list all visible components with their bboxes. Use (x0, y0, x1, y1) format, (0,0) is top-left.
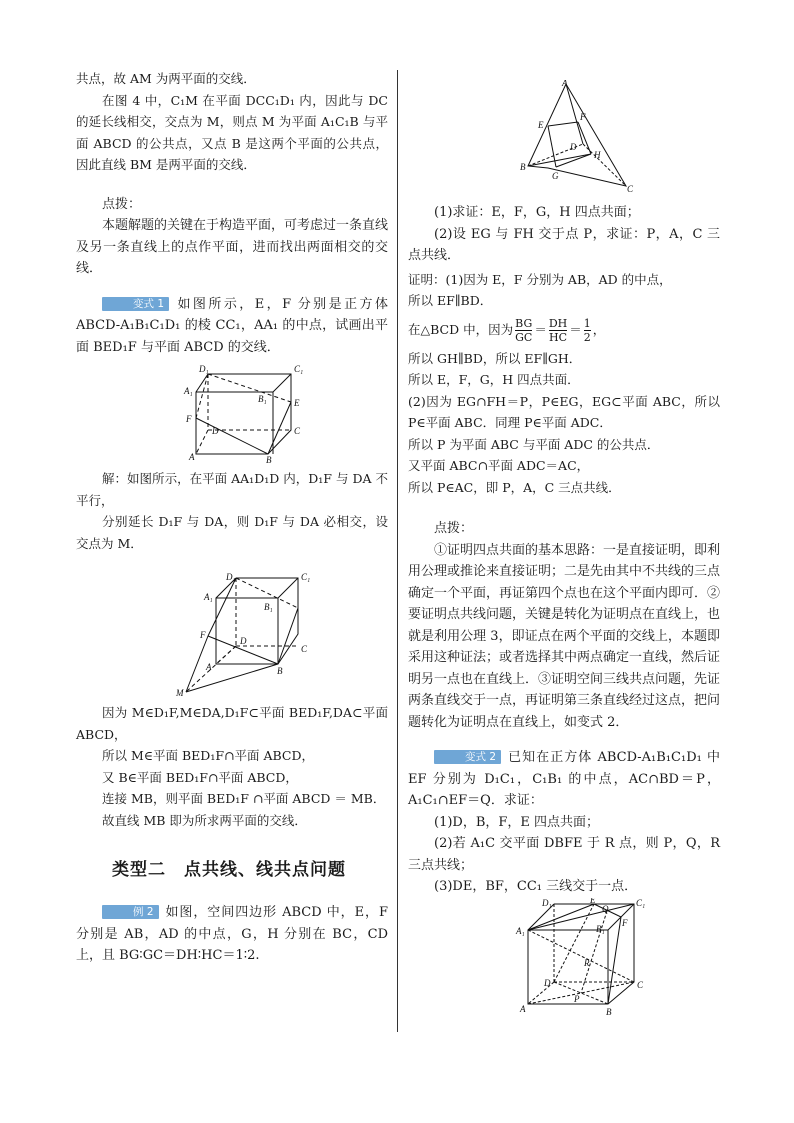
label-B: B (277, 666, 283, 676)
label-D: D (240, 636, 247, 646)
label-B: B (606, 1006, 612, 1016)
label-M: M (176, 688, 184, 698)
label-P: P (574, 993, 580, 1004)
label-C1: C₁ (301, 572, 311, 582)
label-E: E (294, 398, 300, 408)
left-para-1: 共点，故 AM 为两平面的交线． (76, 71, 256, 86)
proof-line-1: 证明：(1)因为 E，F 分别为 AB，AD 的中点， (408, 271, 672, 287)
label-F: F (186, 414, 192, 424)
fraction-2-den: HC (549, 330, 568, 344)
label-C: C (294, 426, 301, 436)
label-A: A (520, 1003, 526, 1014)
label-Q: Q (602, 903, 609, 914)
label-D1: D₁ (226, 572, 236, 582)
proof-line-2: 所以 EF∥BD． (408, 293, 493, 308)
proof-line-9: 所以 P∈AC，即 P，A，C 三点共线． (408, 479, 621, 495)
tip-label: 点拨： (102, 196, 142, 212)
label-A: A (206, 662, 212, 672)
variant-badge: 变式 2 (434, 750, 501, 764)
fraction-3-den: 2 (583, 330, 591, 344)
variant-1 (76, 294, 388, 359)
proof-line-4: 所以 GH∥BD，所以 EF∥GH． (408, 350, 582, 366)
label-F: F (580, 112, 586, 122)
label-D1: D₁ (199, 364, 209, 374)
label-E: E (590, 897, 596, 905)
label-D: D (570, 142, 577, 152)
label-D1: D₁ (542, 897, 552, 908)
left-para-2: 在图 4 中，C₁M 在平面 DCC₁D₁ 内，因此与 DC 的延长线相交，交点为 M，则点 M 为平面 A₁C₁B 与平面 ABCD 的公共点，又点 B 是这两个平面的公共点，因此直线 BM 是两平面的交线． (76, 92, 388, 172)
proof-line-6: (2)因为 EG∩FH＝P，P∈EG，EG⊂平面 ABC，所以 P∈平面 ABC．同理 P∈平面 ADC． (408, 393, 720, 430)
solution-line-3: 因为 M∈D₁F,M∈DA,D₁F⊂平面 BED₁F,DA⊂平面 ABCD， (76, 705, 388, 742)
tip-label: 点拨： (434, 521, 474, 536)
label-F: F (200, 630, 206, 640)
variant-2-text: 已知在正方体 ABCD-A₁B₁C₁D₁ 中 EF 分别为 D₁C₁，C₁B₁ 的中点，AC∩BD＝P，A₁C₁∩EF＝Q．求证： (408, 750, 720, 808)
column-divider (397, 70, 398, 1032)
left-column (76, 68, 388, 967)
solution-line-1: 解：如图所示，在平面 AA₁D₁D 内，D₁F 与 DA 不平行， (76, 471, 388, 508)
label-C1: C₁ (294, 364, 304, 374)
label-A1: A₁ (516, 925, 525, 936)
label-D: D (212, 426, 219, 436)
cube-figure-1 (76, 362, 388, 464)
label-C: C (637, 979, 644, 990)
tip-text: ①证明四点共面的基本思路：一是直接证明，即利用公理或推论来直接证明；二是先由其中不共线的三点确定一个平面，再证第四个点也在这个平面内即可．②要证明点共线问题，关键是转化为证明点在直线上，也就是利用公理 3，即证点在两个平面的交线上，本题即采用这种证法；或者选择其中两点确定一直线，然后证明另一点也在直线上．③证明空间三线共点问题，先证两条直线交于一点，再证明第三条直线经过这点，把问题转化为证明点在直线上，如变式 2． (408, 542, 721, 730)
fraction-2-num: DH (548, 316, 568, 330)
cube-figure-2 (76, 572, 388, 698)
right-column (408, 80, 720, 1016)
solution-line-6: 连接 MB，则平面 BED₁F ∩平面 ABCD ＝ MB． (102, 791, 386, 806)
proof-line-3: 在△BCD 中，因为 $\frac{BG}{GC}$ ＝ $\frac{DH}{HC}$ ＝ $\frac{1}{2}$ ， (408, 316, 606, 344)
label-C1: C₁ (636, 897, 646, 908)
proof-line-7: 所以 P 为平面 ABC 与平面 ADC 的公共点． (408, 436, 660, 452)
proof-line-5: 所以 E，F，G，H 四点共面． (408, 372, 580, 387)
label-B: B (266, 455, 272, 464)
label-H: H (594, 150, 601, 160)
tetrahedron-figure (408, 80, 720, 200)
variant-2 (408, 747, 720, 898)
example-badge: 例 2 (102, 905, 159, 919)
label-D: D (544, 977, 551, 988)
tip-block-2 (408, 518, 720, 733)
label-E: E (538, 120, 544, 130)
question-2: (2)设 EG 与 FH 交于点 P，求证：P，A，C 三点共线． (408, 226, 720, 263)
proof-line-3-prefix: 在△BCD 中，因为 (408, 321, 514, 337)
section-heading: 类型二 点共线、线共点问题 (112, 860, 346, 880)
fraction-1-den: GC (515, 330, 533, 344)
variant-badge: 变式 1 (102, 297, 169, 311)
label-B1: B₁ (264, 602, 273, 612)
solution-line-5: 又 B∈平面 BED₁F∩平面 ABCD， (102, 769, 298, 785)
solution-line-7: 故直线 MB 即为所求两平面的交线． (102, 812, 307, 828)
cube-figure-3 (408, 898, 720, 1016)
variant-2-q1: (1)D，B，F，E 四点共面； (434, 814, 600, 830)
tip-block-1 (76, 194, 388, 280)
label-A: A (562, 80, 568, 88)
fraction-1-num: BG (515, 316, 533, 330)
proof-line-8: 又平面 ABC∩平面 ADC＝AC， (408, 458, 590, 473)
fraction-3-num: 1 (583, 316, 591, 330)
label-A1: A₁ (184, 386, 193, 396)
label-B1: B₁ (258, 394, 267, 404)
variant-2-q2: (2)若 A₁C 交平面 DBFE 于 R 点，则 P，Q，R 三点共线； (408, 836, 720, 873)
variant-1-text: 如图所示，E，F 分别是正方体 ABCD-A₁B₁C₁D₁ 的棱 CC₁，AA₁ 的中点，试画出平面 BED₁F 与平面 ABCD 的交线． (76, 296, 388, 355)
solution-line-4: 所以 M∈平面 BED₁F∩平面 ABCD， (102, 748, 314, 763)
label-C: C (627, 184, 634, 194)
label-F: F (622, 917, 628, 928)
question-1: (1)求证：E，F，G，H 四点共面； (434, 205, 640, 220)
tip-text: 本题解题的关键在于构造平面，可考虑过一条直线及另一条直线上的点作平面，进而找出两面相交的交线． (76, 218, 389, 276)
solution-line-2: 分别延长 D₁F 与 DA，则 D₁F 与 DA 必相交，设交点为 M． (76, 514, 388, 551)
label-G: G (552, 171, 559, 181)
example-2-text: 如图，空间四边形 ABCD 中，E，F 分别是 AB，AD 的中点，G，H 分别在 BC，CD 上，且 BG∶GC＝DH∶HC＝1∶2. (76, 905, 388, 963)
label-B: B (520, 162, 526, 172)
label-C: C (301, 644, 308, 654)
label-A1: A₁ (204, 592, 213, 602)
label-B1: B₁ (596, 923, 605, 934)
variant-2-q3: (3)DE，BF，CC₁ 三线交于一点． (434, 879, 638, 894)
label-R: R (584, 957, 590, 968)
proof-line-3-suffix: ， (592, 321, 606, 337)
label-A: A (189, 452, 195, 462)
